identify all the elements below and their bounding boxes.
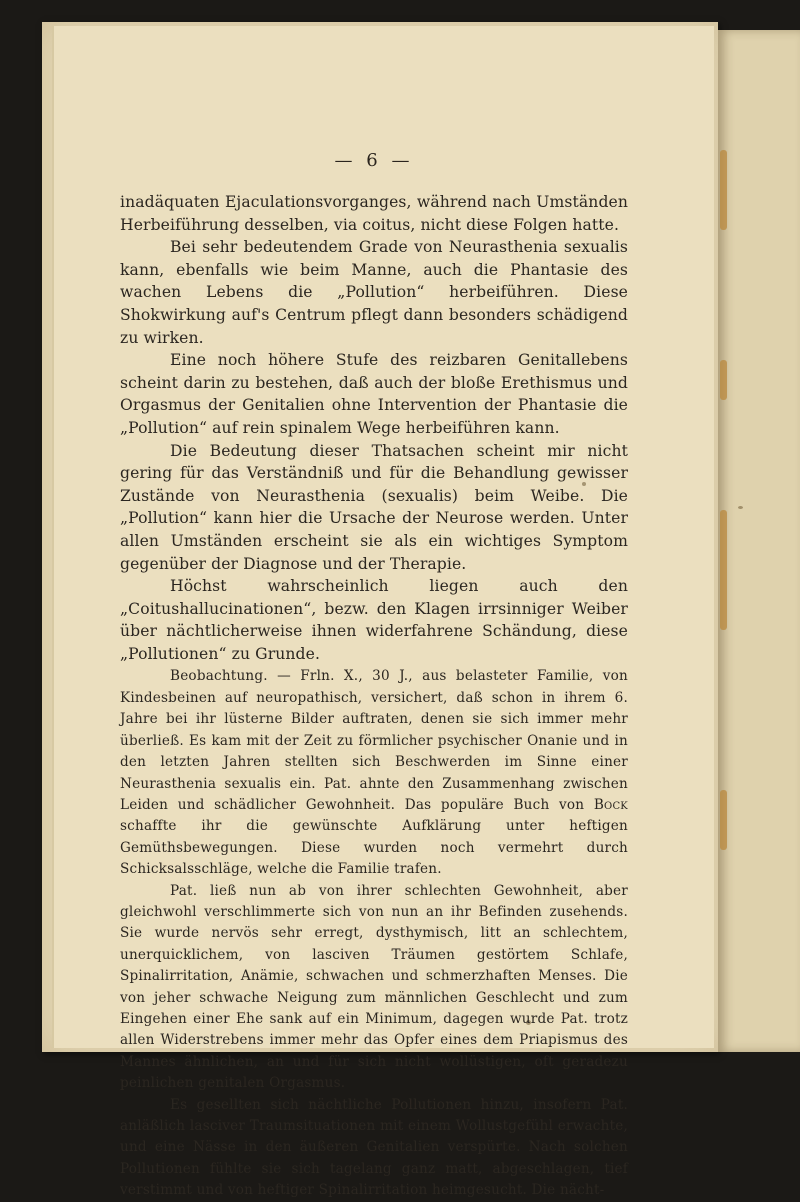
- paper-stain: [720, 510, 727, 630]
- observation-paragraph: Pat. ließ nun ab von ihrer schlechten Gewohnheit, aber gleichwohl verschlimmerte sich von nun an ihr Befinden zusehends. Sie wurde nervös sehr erregt, dysthymisch, litt an schlechtem, unerquicklichem, von lasciven Träumen gestörtem Schlafe, Spinalirritation, Anämie, schwachen und schmerzhaften Menses. Die von jeher schwache Neigung zum männlichen Geschlecht und zum Eingehen einer Ehe sank auf ein Minimum, dagegen wurde Pat. trotz allen Widerstrebens immer mehr das Opfer eines dem Priapismus des Mannes ähnlichen, an und für sich nicht wollüstigen, oft geradezu peinlichen genitalen Orgasmus.: [120, 882, 628, 1092]
- page-number: — 6 —: [334, 150, 414, 171]
- page-content: [120, 150, 628, 1202]
- paragraph: Die Bedeutung dieser Thatsachen scheint mir nicht gering für das Verständniß und für die Behandlung gewisser Zustände von Neurasthenia (sexualis) beim Weibe. Die „Pollution“ kann hier die Ursache der Neurose werden. Unter allen Umständen erscheint sie als ein wichtiges Symptom gegenüber der Diagnose und der Therapie.: [120, 441, 628, 573]
- observation-paragraph: Es gesellten sich nächtliche Pollutionen hinzu, insofern Pat. anläßlich lasciver Traumsituationen mit einem Wollustgefühl erwachte, und eine Nässe in den äußeren Genitalien verspürte. Nach solchen Pollutionen fühlte sie sich tagelang ganz matt, abgeschlagen, tief verstimmt und von heftiger Spinalirritation heimgesucht. Die nächt-: [120, 1096, 628, 1199]
- paragraph: Bei sehr bedeutendem Grade von Neurasthenia sexualis kann, ebenfalls wie beim Manne, auch die Phantasie des wachen Lebens die „Pollution“ herbeiführen. Diese Shokwirkung auf's Centrum pflegt dann besonders schädigend zu wirken.: [120, 238, 628, 347]
- paper-stain: [720, 790, 727, 850]
- observation-paragraph: [120, 666, 628, 880]
- paper-stain: [720, 360, 727, 400]
- paragraph: inadäquaten Ejaculationsvorganges, während nach Umständen Herbeiführung desselben, via coitus, nicht diese Folgen hatte.: [120, 193, 628, 234]
- paragraph: Eine noch höhere Stufe des reizbaren Genitallebens scheint darin zu bestehen, daß auch der bloße Erethismus und Orgasmus der Genitalien ohne Intervention der Phantasie die „Pollution“ auf rein spinalem Wege herbeiführen kann.: [120, 351, 628, 437]
- adjacent-page-edge: [718, 30, 800, 1052]
- observation-text: schaffte ihr die gewünschte Aufklärung unter heftigen Gemüthsbewegungen. Diese wurden noch vermehrt durch Schicksalsschläge, welche die Familie trafen.: [120, 818, 628, 878]
- paragraph: Höchst wahrscheinlich liegen auch den „Coitushallucinationen“, bezw. den Klagen irrsinniger Weiber über nächtlicherweise ihnen widerfahrene Schändung, diese „Pollutionen“ zu Grunde.: [120, 577, 628, 663]
- case-observation: [120, 666, 628, 1201]
- author-name: Bock: [593, 796, 628, 813]
- observation-text: Beobachtung. — Frln. X., 30 J., aus belasteter Familie, von Kindesbeinen auf neuropathisch, versichert, daß schon in ihrem 6. Jahre bei ihr lüsterne Bilder auftraten, denen sie sich immer mehr überließ. Es kam mit der Zeit zu förmlicher psychischer Onanie und in den letzten Jahren stellten sich Beschwerden im Sinne einer Neurasthenia sexualis ein. Pat. ahnte den Zusammenhang zwischen Leiden und schädlicher Gewohnheit. Das populäre Buch von: [120, 668, 628, 813]
- paper-stain: [720, 150, 727, 230]
- main-text: [120, 191, 628, 665]
- ink-speck: [738, 506, 743, 509]
